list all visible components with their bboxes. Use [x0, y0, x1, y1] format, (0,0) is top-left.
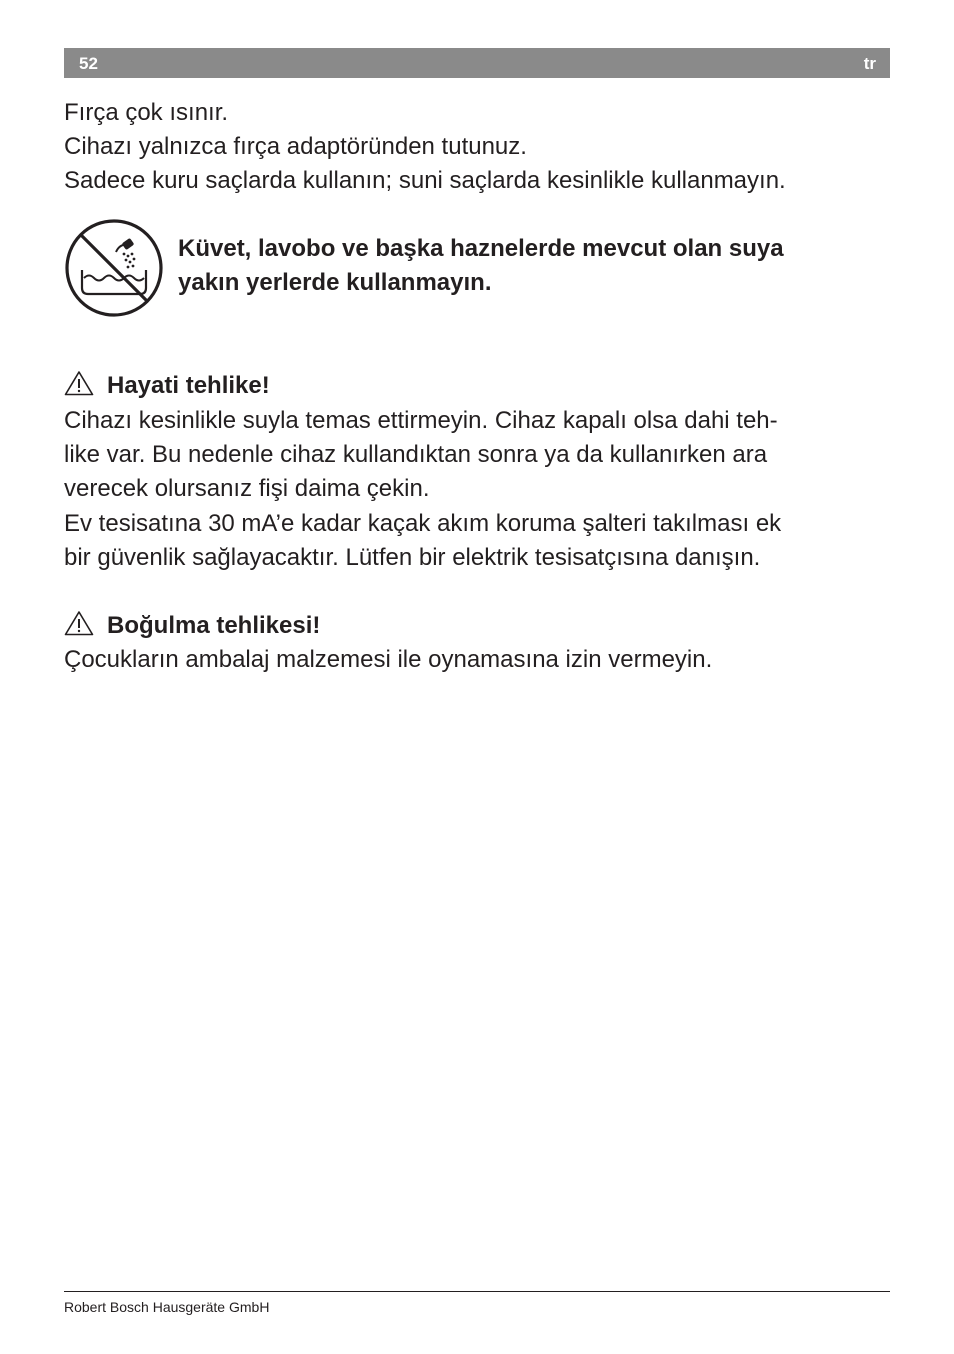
section-heading-text: Hayati tehlike! — [107, 372, 270, 399]
page-header-bar — [64, 48, 890, 78]
language-code: tr — [863, 54, 876, 73]
body-line: Çocukların ambalaj malzemesi ile oynamasına izin vermeyin. — [64, 646, 713, 673]
intro-paragraph — [64, 96, 904, 199]
footer-company: Robert Bosch Hausgeräte GmbH — [64, 1299, 270, 1315]
intro-line: Cihazı yalnızca fırça adaptöründen tutunuz. — [64, 133, 527, 161]
section-body-life-danger — [64, 404, 904, 575]
no-water-near-bathtub-icon — [64, 218, 164, 318]
section-heading-suffocation — [64, 609, 320, 643]
footer-divider — [64, 1291, 890, 1292]
body-line: Ev tesisatına 30 mA’e kadar kaçak akım koruma şalteri takılması ek — [64, 509, 782, 537]
body-line: verecek olursanız fişi daima çekin. — [64, 475, 430, 503]
page-number: 52 — [79, 54, 98, 73]
intro-line: Sadece kuru saçlarda kullanın; suni saçlarda kesinlikle kullanmayın. — [64, 167, 786, 195]
body-line: like var. Bu nedenle cihaz kullandıktan sonra ya da kullanırken ara — [64, 441, 768, 469]
body-line: Cihazı kesinlikle suyla temas ettirmeyin. Cihaz kapalı olsa dahi teh- — [64, 407, 778, 434]
intro-line: Fırça çok ısınır. — [64, 99, 229, 126]
warning-triangle-icon — [64, 370, 94, 396]
section-heading-life-danger — [64, 369, 270, 403]
section-heading-text: Boğulma tehlikesi! — [107, 612, 321, 639]
section-body-suffocation — [64, 643, 904, 677]
water-warning-text — [178, 232, 898, 300]
warning-triangle-icon — [64, 610, 94, 636]
water-warning-line: Küvet, lavobo ve başka haznelerde mevcut olan suya — [178, 235, 784, 262]
water-warning-line: yakın yerlerde kullanmayın. — [178, 269, 492, 297]
body-line: bir güvenlik sağlayacaktır. Lütfen bir elektrik tesisatçısına danışın. — [64, 543, 761, 571]
